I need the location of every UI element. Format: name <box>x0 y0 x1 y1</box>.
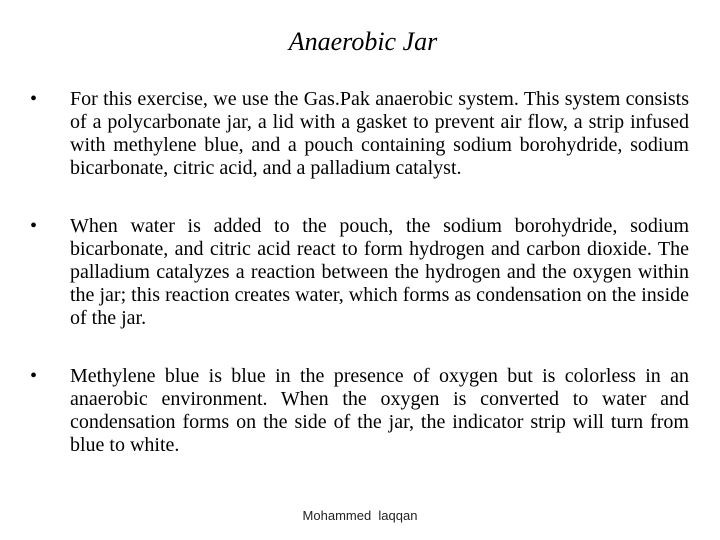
bullet-item <box>30 215 689 330</box>
slide-title: Anaerobic Jar <box>288 27 438 56</box>
footer-author: Mohammed laqqan <box>302 508 418 523</box>
bullet-item <box>30 365 689 457</box>
bullet-marker: • <box>30 215 38 237</box>
bullet-marker: • <box>30 88 38 110</box>
bullet-marker: • <box>30 365 38 387</box>
bullet-text: Methylene blue is blue in the presence of oxygen but is colorless in an anaerobic environment. When the oxygen is converted to water and condensation forms on the side of the jar, the indicator strip will turn from blue to white. <box>70 365 689 456</box>
bullet-item <box>30 88 689 180</box>
bullet-text: When water is added to the pouch, the sodium borohydride, sodium bicarbonate, and citric acid react to form hydrogen and carbon dioxide. The palladium catalyzes a reaction between the hydrogen and the oxygen within the jar; this reaction creates water, which forms as condensation on the inside of the jar. <box>70 215 689 329</box>
bullet-text: For this exercise, we use the Gas.Pak anaerobic system. This system consists of a polycarbonate jar, a lid with a gasket to prevent air flow, a strip infused with methylene blue, and a pouch containing sodium borohydride, sodium bicarbonate, citric acid, and a palladium catalyst. <box>70 88 689 179</box>
bullet-list <box>30 88 689 457</box>
